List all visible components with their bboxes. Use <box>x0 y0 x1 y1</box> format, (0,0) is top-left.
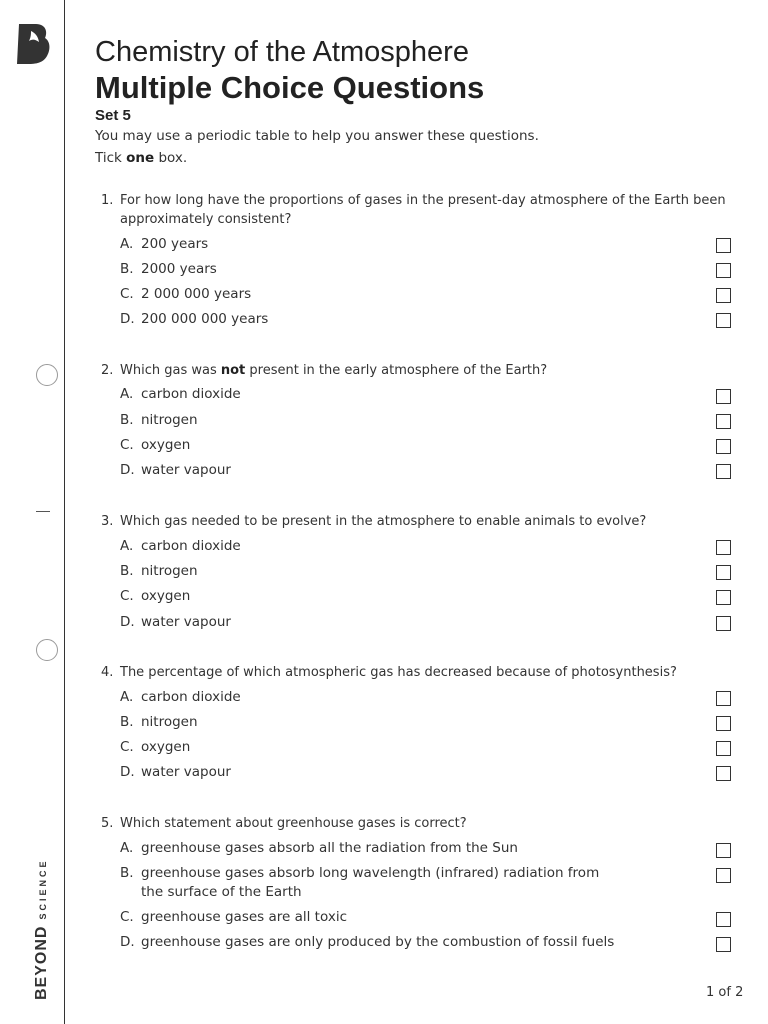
option-text: greenhouse gases are only produced by the combustion of fossil fuels <box>141 934 615 950</box>
question-3-option-c <box>120 587 620 606</box>
option-text: 200 years <box>141 236 209 252</box>
brand-name: BEYOND <box>33 925 50 1000</box>
question-3-checkbox-d[interactable] <box>716 616 731 631</box>
question-2-option-a <box>120 385 620 404</box>
option-letter: C. <box>120 739 134 755</box>
option-text: carbon dioxide <box>141 538 241 554</box>
question-stem-emphasis: not <box>220 363 246 378</box>
question-4-checkbox-c[interactable] <box>716 741 731 756</box>
option-letter: B. <box>120 261 134 277</box>
question-2-text <box>101 361 733 380</box>
option-letter: D. <box>120 462 135 478</box>
option-letter: B. <box>120 412 134 428</box>
option-letter: C. <box>120 286 134 302</box>
question-5-option-d <box>120 933 680 952</box>
question-stem: The percentage of which atmospheric gas has decreased because of photosynthesis? <box>120 665 677 680</box>
question-4-option-c <box>120 738 620 757</box>
option-text: 200 000 000 years <box>141 311 269 327</box>
option-letter: C. <box>120 909 134 925</box>
question-1-checkbox-c[interactable] <box>716 288 731 303</box>
option-letter: C. <box>120 437 134 453</box>
page-number: 1 of 2 <box>706 985 744 1000</box>
option-text: oxygen <box>141 739 191 755</box>
question-4-checkbox-d[interactable] <box>716 766 731 781</box>
question-number: 5. <box>101 816 114 831</box>
option-text: carbon dioxide <box>141 386 241 402</box>
question-3-option-b <box>120 562 620 581</box>
option-letter: D. <box>120 614 135 630</box>
punch-hole-top <box>36 364 58 386</box>
question-stem: For how long have the proportions of gases in the present-day atmosphere of the Earth been approximately consistent? <box>120 193 726 227</box>
option-letter: B. <box>120 865 134 881</box>
set-label: Set 5 <box>95 107 131 124</box>
question-1-option-d <box>120 310 620 329</box>
question-4-option-d <box>120 763 620 782</box>
option-letter: A. <box>120 386 134 402</box>
question-number: 4. <box>101 665 114 680</box>
option-text: oxygen <box>141 588 191 604</box>
punch-hole-bottom <box>36 639 58 661</box>
option-text: water vapour <box>141 764 231 780</box>
option-letter: A. <box>120 840 134 856</box>
page-title: Chemistry of the Atmosphere <box>95 36 469 68</box>
question-4-checkbox-b[interactable] <box>716 716 731 731</box>
instruction-text: box. <box>154 150 188 166</box>
option-text: greenhouse gases absorb long wavelength (infrared) radiation from the surface of the Earth <box>141 865 600 900</box>
option-text: water vapour <box>141 614 231 630</box>
beyond-logo-icon <box>14 22 52 66</box>
option-text: greenhouse gases absorb all the radiation from the Sun <box>141 840 518 856</box>
option-letter: D. <box>120 934 135 950</box>
question-3-checkbox-b[interactable] <box>716 565 731 580</box>
question-3-text <box>101 512 733 531</box>
option-letter: A. <box>120 236 134 252</box>
question-1-option-b <box>120 260 620 279</box>
question-stem-part: present in the early atmosphere of the Earth? <box>245 363 548 378</box>
option-letter: D. <box>120 764 135 780</box>
question-2-checkbox-c[interactable] <box>716 439 731 454</box>
question-2-checkbox-a[interactable] <box>716 389 731 404</box>
question-1-option-c <box>120 285 620 304</box>
question-3-option-a <box>120 537 620 556</box>
question-5-checkbox-a[interactable] <box>716 843 731 858</box>
question-1-text <box>101 191 733 229</box>
question-number: 2. <box>101 363 114 378</box>
question-1-checkbox-d[interactable] <box>716 313 731 328</box>
instruction-text: Tick <box>95 150 127 166</box>
question-5-option-a <box>120 839 620 858</box>
option-text: oxygen <box>141 437 191 453</box>
instruction-emphasis: one <box>126 150 155 166</box>
brand-wordmark <box>33 859 51 1000</box>
question-3-checkbox-c[interactable] <box>716 590 731 605</box>
question-4-text <box>101 663 733 682</box>
question-stem: Which gas needed to be present in the atmosphere to enable animals to evolve? <box>120 514 647 529</box>
question-2-checkbox-b[interactable] <box>716 414 731 429</box>
option-text: carbon dioxide <box>141 689 241 705</box>
option-text: greenhouse gases are all toxic <box>141 909 347 925</box>
question-2-option-c <box>120 436 620 455</box>
question-4-checkbox-a[interactable] <box>716 691 731 706</box>
option-text: nitrogen <box>141 412 198 428</box>
option-letter: B. <box>120 714 134 730</box>
question-5-checkbox-c[interactable] <box>716 912 731 927</box>
question-5-checkbox-d[interactable] <box>716 937 731 952</box>
instruction-periodic-table: You may use a periodic table to help you answer these questions. <box>95 128 539 144</box>
option-letter: D. <box>120 311 135 327</box>
question-4-option-b <box>120 713 620 732</box>
option-letter: B. <box>120 563 134 579</box>
question-4-option-a <box>120 688 620 707</box>
option-letter: A. <box>120 689 134 705</box>
option-letter: C. <box>120 588 134 604</box>
option-text: water vapour <box>141 462 231 478</box>
question-1-checkbox-a[interactable] <box>716 238 731 253</box>
question-1-option-a <box>120 235 620 254</box>
margin-line <box>64 0 65 1024</box>
question-number: 3. <box>101 514 114 529</box>
question-5-checkbox-b[interactable] <box>716 868 731 883</box>
question-stem <box>120 361 733 380</box>
brand-sub: SCIENCE <box>38 858 48 920</box>
question-3-checkbox-a[interactable] <box>716 540 731 555</box>
question-5-text <box>101 814 733 833</box>
question-2-checkbox-d[interactable] <box>716 464 731 479</box>
option-text: nitrogen <box>141 563 198 579</box>
question-number: 1. <box>101 193 114 208</box>
instruction-tick-one <box>95 150 187 166</box>
question-5-option-b <box>120 864 620 902</box>
page-subtitle: Multiple Choice Questions <box>95 70 485 105</box>
question-stem: Which statement about greenhouse gases is correct? <box>120 816 467 831</box>
option-letter: A. <box>120 538 134 554</box>
question-2-option-d <box>120 461 620 480</box>
option-text: 2 000 000 years <box>141 286 252 302</box>
question-stem-part: Which gas was <box>120 363 221 378</box>
question-5-option-c <box>120 908 620 927</box>
question-2-option-b <box>120 411 620 430</box>
option-text: nitrogen <box>141 714 198 730</box>
option-text: 2000 years <box>141 261 217 277</box>
fold-mark <box>36 511 50 512</box>
question-3-option-d <box>120 613 620 632</box>
question-1-checkbox-b[interactable] <box>716 263 731 278</box>
